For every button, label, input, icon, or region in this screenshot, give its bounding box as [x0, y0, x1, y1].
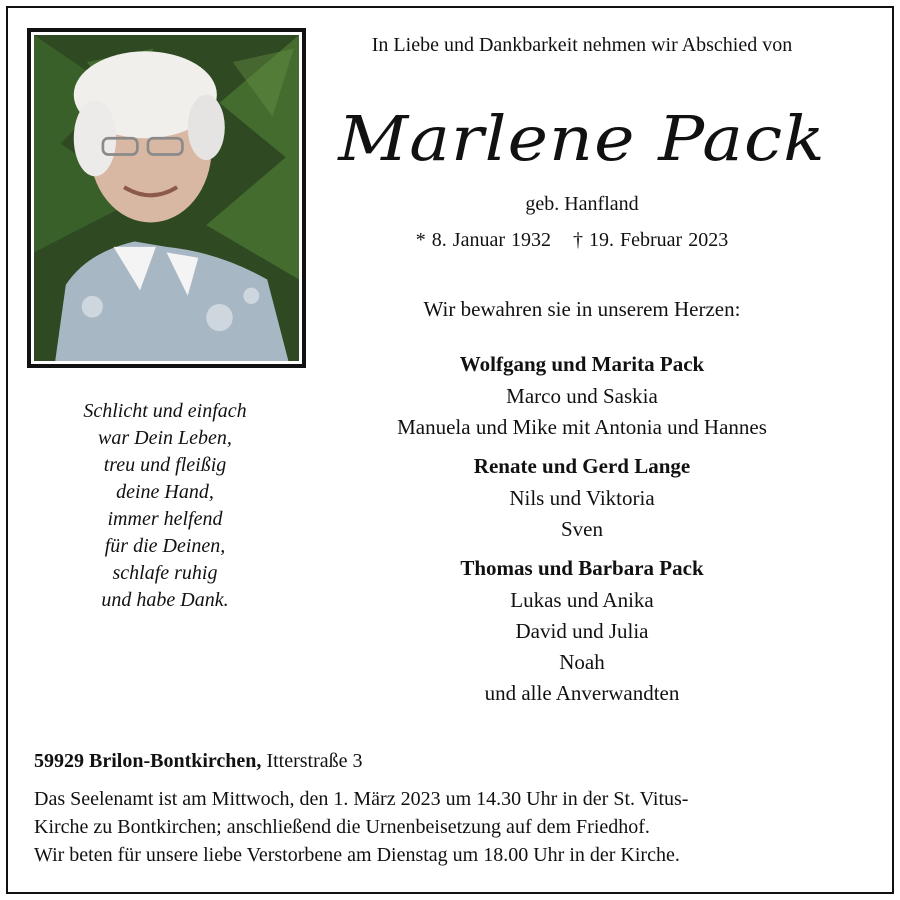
address-city: 59929 Brilon-Bontkirchen,	[34, 750, 262, 772]
poem-line: und habe Dank.	[101, 589, 229, 611]
mourners-list	[320, 347, 844, 709]
family-member: Marco und Saskia	[506, 384, 658, 408]
portrait-photo-frame	[27, 28, 306, 368]
address	[34, 750, 363, 773]
family-member: David und Julia	[515, 619, 649, 643]
notice-line: Das Seelenamt ist am Mittwoch, den 1. März 2023 um 14.30 Uhr in der St. Vitus-	[34, 788, 689, 810]
deceased-name: Marlene Pack	[338, 102, 826, 175]
address-street: Itterstraße 3	[266, 750, 363, 772]
intro-text: In Liebe und Dankbarkeit nehmen wir Abschied von	[371, 34, 793, 56]
poem-line: war Dein Leben,	[98, 427, 232, 449]
poem-line: schlafe ruhig	[112, 562, 218, 584]
family-member: Sven	[561, 517, 603, 541]
portrait-photo	[34, 35, 299, 361]
family-head: Renate und Gerd Lange	[473, 454, 691, 478]
poem-line: immer helfend	[107, 508, 223, 530]
poem-line: für die Deinen,	[104, 535, 226, 557]
family-member: Nils und Viktoria	[509, 486, 655, 510]
family-member: Lukas und Anika	[510, 588, 654, 612]
death-date: † 19. Februar 2023	[573, 229, 729, 251]
keep-in-heart-line: Wir bewahren sie in unserem Herzen:	[423, 297, 741, 321]
memorial-poem	[40, 398, 290, 614]
poem-line: treu und fleißig	[103, 454, 227, 476]
poem-line: Schlicht und einfach	[83, 400, 247, 422]
notice-line: Kirche zu Bontkirchen; anschließend die Urnenbeisetzung auf dem Friedhof.	[34, 816, 650, 838]
birth-date: * 8. Januar 1932	[415, 229, 551, 251]
life-dates	[300, 229, 844, 252]
poem-line: deine Hand,	[116, 481, 214, 503]
notice-line: Wir beten für unsere liebe Verstorbene am Dienstag um 18.00 Uhr in der Kirche.	[34, 844, 680, 866]
family-head: Thomas und Barbara Pack	[460, 556, 704, 580]
family-member: und alle Anverwandten	[484, 681, 680, 705]
birth-name: geb. Hanfland	[525, 193, 639, 215]
family-member: Manuela und Mike mit Antonia und Hannes	[397, 415, 767, 439]
service-notice	[34, 785, 854, 869]
family-member: Noah	[559, 650, 605, 674]
family-head: Wolfgang und Marita Pack	[459, 352, 705, 376]
